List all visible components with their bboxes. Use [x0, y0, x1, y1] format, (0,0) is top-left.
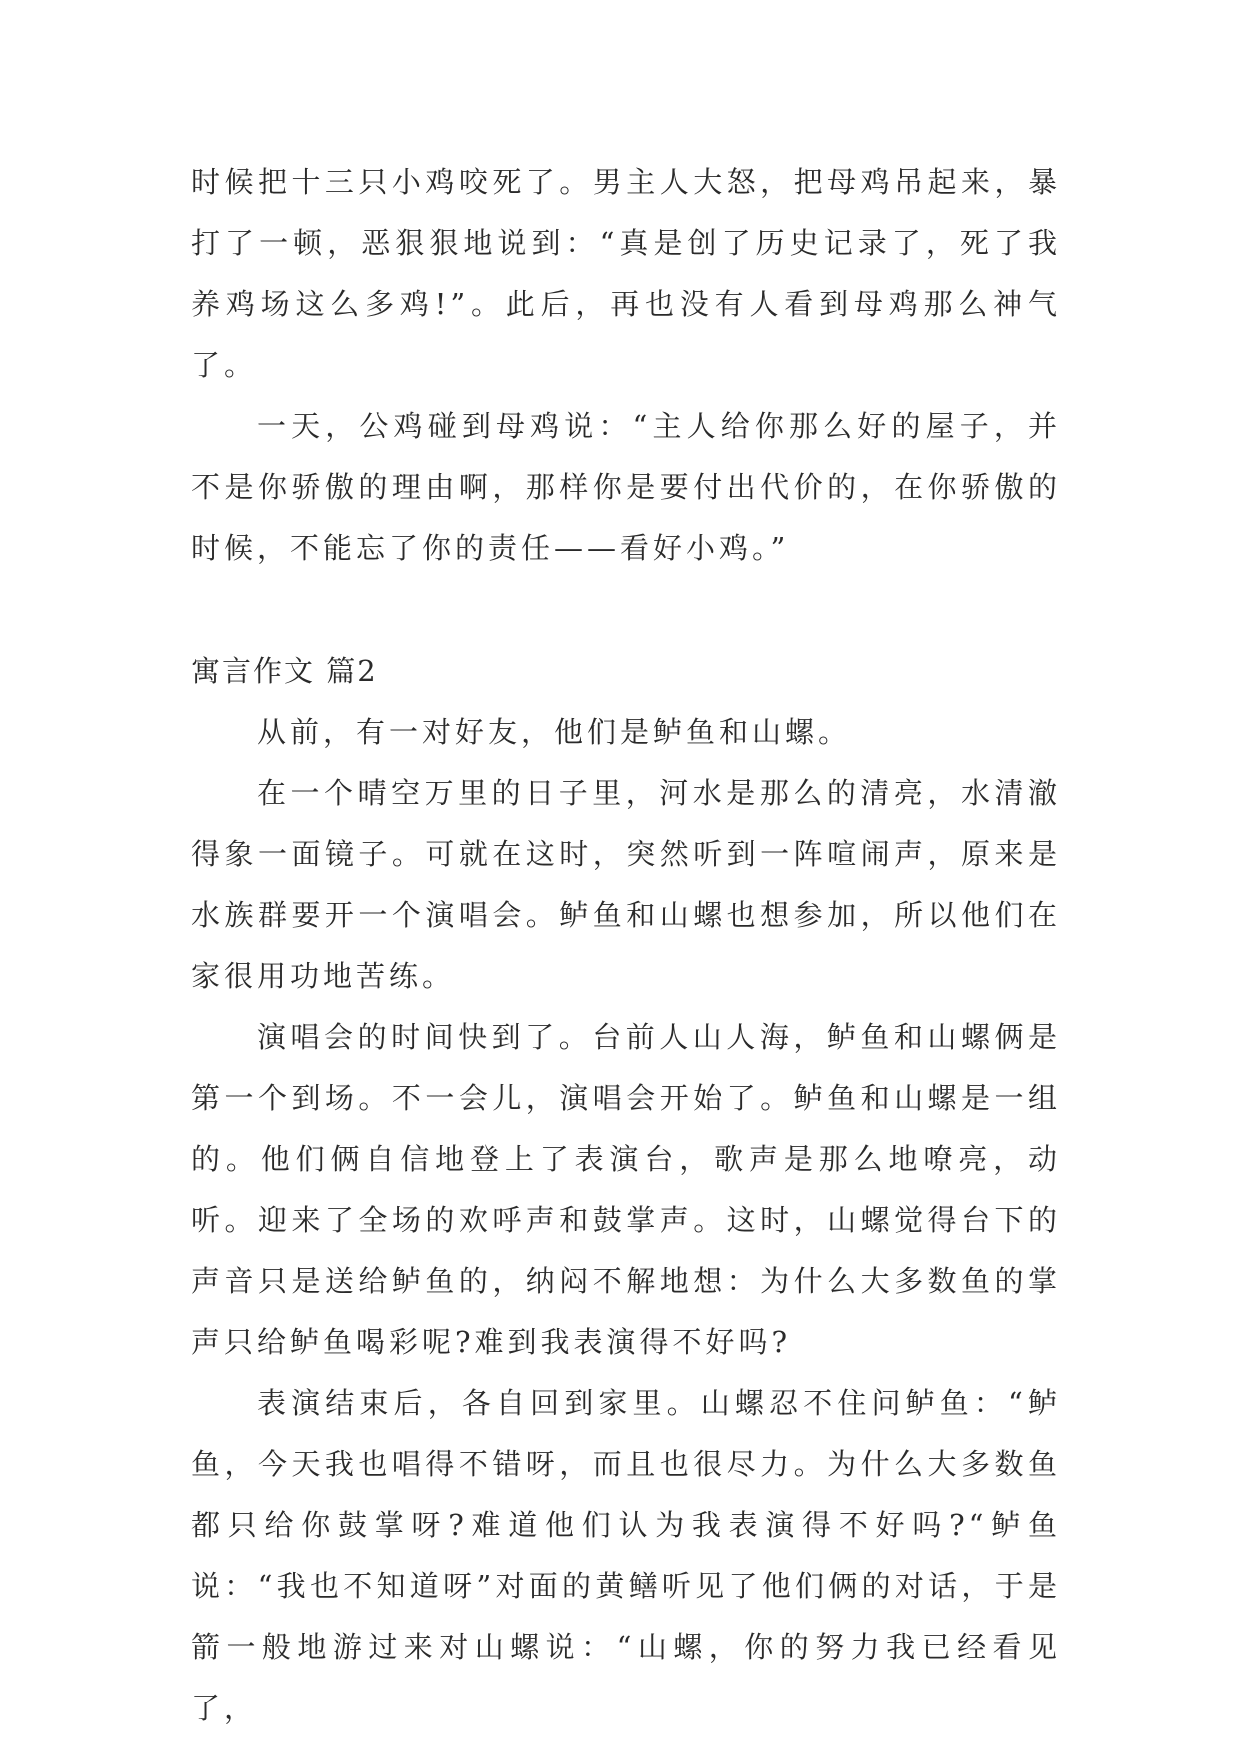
- document-page: [191, 152, 1061, 1739]
- paragraph: 演唱会的时间快到了。台前人山人海，鲈鱼和山螺俩是第一个到场。不一会儿，演唱会开始了。鲈鱼和山螺是一组的。他们俩自信地登上了表演台，歌声是那么地嘹亮，动听。迎来了全场的欢呼声和鼓掌声。这时，山螺觉得台下的声音只是送给鲈鱼的，纳闷不解地想：为什么大多数鱼的掌声只给鲈鱼喝彩呢?难到我表演得不好吗?: [191, 1020, 1061, 1359]
- paragraph: 表演结束后，各自回到家里。山螺忍不住问鲈鱼：“鲈鱼，今天我也唱得不错呀，而且也很尽力。为什么大多数鱼都只给你鼓掌呀?难道他们认为我表演得不好吗?“鲈鱼说：“我也不知道呀”对面的黄鳝听见了他们俩的对话，于是箭一般地游过来对山螺说：“山螺，你的努力我已经看见了，: [191, 1386, 1061, 1725]
- section-heading: 寓言作文 篇2: [191, 654, 378, 688]
- paragraph: 从前，有一对好友，他们是鲈鱼和山螺。: [257, 715, 852, 749]
- paragraph: 时候把十三只小鸡咬死了。男主人大怒，把母鸡吊起来，暴打了一顿，恶狠狠地说到：“真是创了历史记录了，死了我养鸡场这么多鸡!”。此后，再也没有人看到母鸡那么神气了。: [191, 165, 1061, 382]
- section-gap: [191, 579, 1061, 641]
- paragraph: 一天，公鸡碰到母鸡说：“主人给你那么好的屋子，并不是你骄傲的理由啊，那样你是要付出代价的，在你骄傲的时候，不能忘了你的责任——看好小鸡。”: [191, 409, 1061, 565]
- paragraph: 在一个晴空万里的日子里，河水是那么的清亮，水清澈得象一面镜子。可就在这时，突然听到一阵喧闹声，原来是水族群要开一个演唱会。鲈鱼和山螺也想参加，所以他们在家很用功地苦练。: [191, 776, 1061, 993]
